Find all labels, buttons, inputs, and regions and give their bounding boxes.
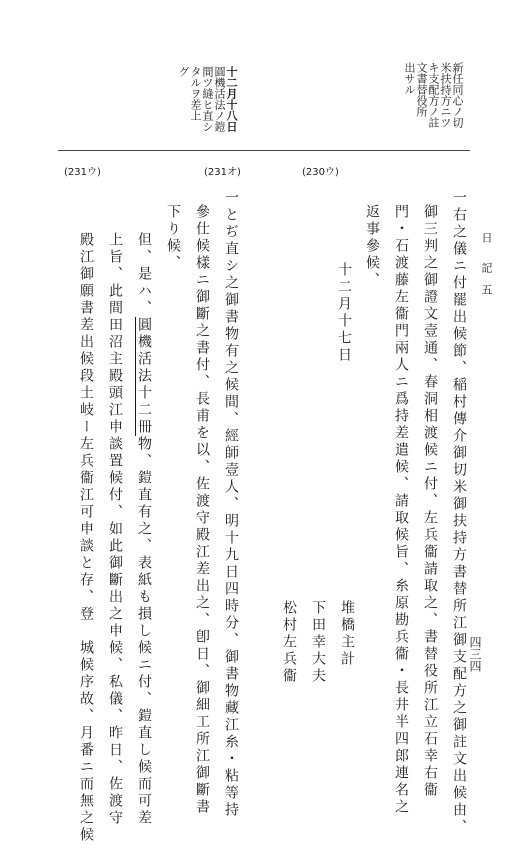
headnote-divider <box>58 150 470 151</box>
body-column: 上旨、此間田沼主殿頭江申談置候付、如此御斷出之申候、私儀、昨日、佐渡守 <box>107 232 123 827</box>
headnote-line: 間ツ縫ヒ直シ <box>201 66 214 132</box>
headnote-line: グ <box>177 66 190 77</box>
headnote-line: 圓機活法ノ鎧 <box>213 66 226 132</box>
folio-ref: (231オ) <box>204 167 241 178</box>
body-column: 參仕候樣ニ御斷之書付、長甫を以、佐渡守殿江差出之、卽日、御細工所江御斷書 <box>194 204 210 816</box>
headnote-line: 米扶持方ニツ <box>439 62 452 128</box>
signatory-name: 松村左兵衞 <box>281 600 297 685</box>
signatory-name: 堆橋主計 <box>339 600 355 668</box>
headnote-line: 文書替役所 <box>415 62 428 117</box>
body-column: 門・石渡藤左衞門兩人ニ爲持差遣候、請取候旨、糸原勘兵衞・長井半四郎連名之 <box>393 204 409 816</box>
body-column: 下り候、 <box>165 204 181 272</box>
body-column: 殿江御願書差出候段土岐ー左兵衞江可申談と存、登 城候序故、月番ニ而無之候 <box>78 232 94 844</box>
body-column <box>137 232 151 827</box>
folio-ref: (231ウ) <box>64 167 101 178</box>
running-header-volume: 記 五 <box>480 262 493 295</box>
headnote-line: 新任同心ノ切 <box>451 62 464 128</box>
body-column: 返事參候、 <box>364 204 380 289</box>
headnote-line: キ支配方ノ註 <box>427 62 440 128</box>
running-header-left: 日 <box>480 232 493 243</box>
body-column: 御三判之御證文壹通、春洞相渡候ニ付、左兵衞請取之、書替役所江立石幸右衞 <box>422 204 438 799</box>
page-number: 四三四 <box>468 636 482 672</box>
date-line: 十二月十七日 <box>336 262 352 364</box>
body-column: 一右之儀ニ付罷出候節、稲村傳介御切米御扶持方書替所江御支配方之御註文出候由、 <box>451 190 467 836</box>
headnote-date: 十二月十八日 <box>225 66 238 132</box>
body-column: 一とぢ直シ之御書物有之候間、經師壹人、明十九日四時分、御書物藏江糸・粘等持 <box>223 190 239 819</box>
headnote-line: タルヲ差上 <box>189 66 202 121</box>
book-title: 圓機活法十二冊 <box>136 317 152 436</box>
body-text: 但、是ハ、 <box>136 232 152 317</box>
folio-ref: (230ウ) <box>302 167 339 178</box>
signatory-name: 下田幸大夫 <box>310 600 326 685</box>
body-text: 物、鎧直有之、表紙も損し候ニ付、鎧直し候而可差 <box>136 436 152 827</box>
headnote-line: 出サル <box>403 62 416 95</box>
